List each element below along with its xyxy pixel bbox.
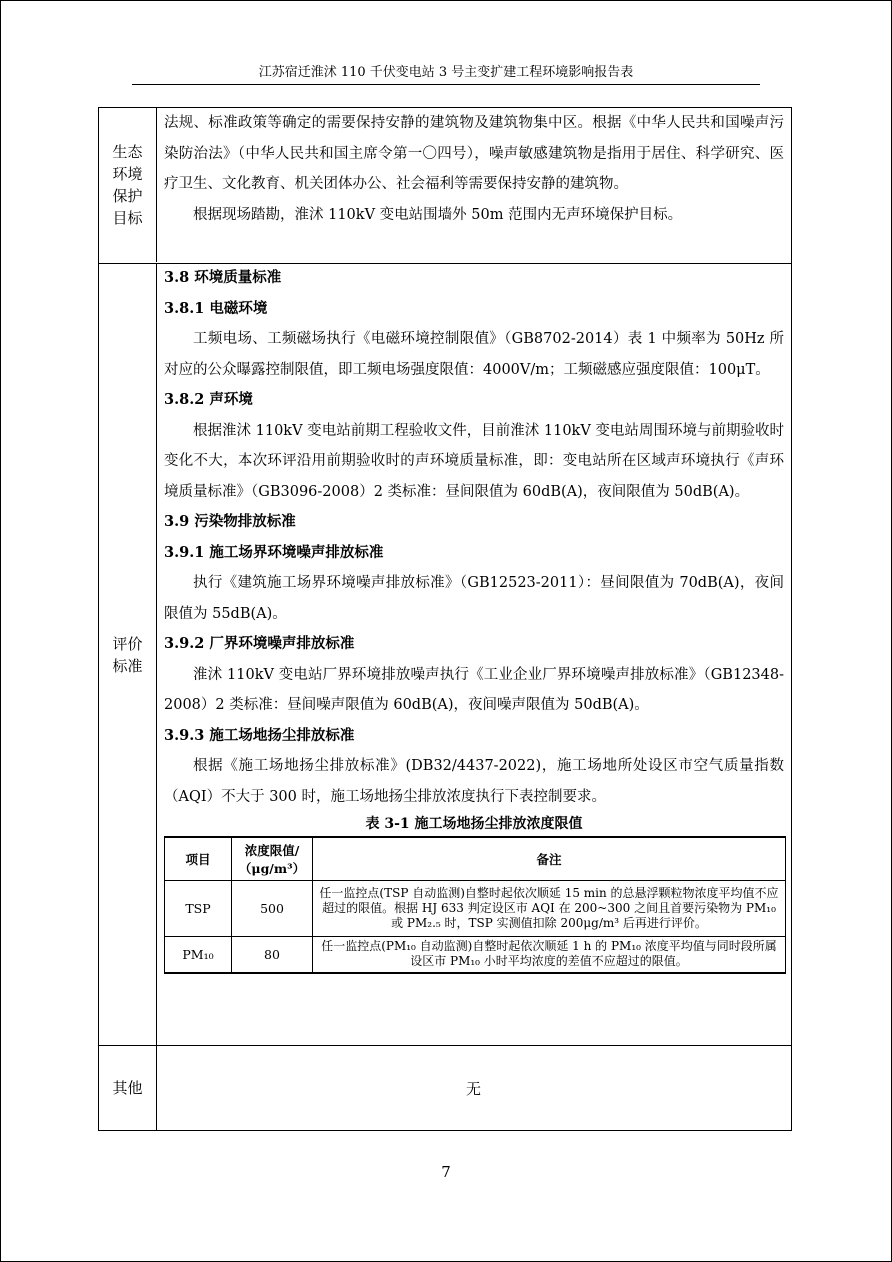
heading-3-8: 3.8 环境质量标准 bbox=[164, 269, 282, 286]
cell-item: PM₁₀ bbox=[165, 937, 232, 973]
heading-3-9: 3.9 污染物排放标准 bbox=[164, 513, 296, 530]
row-eco-protection bbox=[99, 108, 791, 262]
table-row bbox=[165, 881, 786, 937]
row-evaluation-standard bbox=[99, 263, 791, 1045]
paragraph-3-9-1: 执行《建筑施工场界环境噪声排放标准》（GB12523-2011）：昼间限值为 70dB(A)，夜间限值为 55dB(A)。 bbox=[164, 575, 784, 622]
cell-limit: 80 bbox=[232, 937, 313, 973]
heading-3-8-1: 3.8.1 电磁环境 bbox=[164, 299, 268, 317]
cell-limit: 500 bbox=[232, 881, 313, 937]
cell-note: 任一监控点(TSP 自动监测)自整时起依次顺延 15 min 的总悬浮颗粒物浓度平均值不应超过的限值。根据 HJ 633 判定设区市 AQI 在 200~300 之间且首要污染物为 PM₁₀ 或 PM₂.₅ 时，TSP 实测值扣除 200μg/m³ 后再进行评价。 bbox=[313, 881, 786, 937]
content-evaluation-standard bbox=[164, 263, 784, 974]
page-number: 7 bbox=[441, 1163, 451, 1181]
label-eco-protection: 生态 环境 保护 目标 bbox=[99, 108, 157, 262]
col-header-limit-line2: （μg/m³） bbox=[238, 861, 306, 876]
cell-item: TSP bbox=[165, 881, 232, 937]
table-header-row bbox=[165, 837, 786, 881]
eco-paragraph-1: 法规、标准政策等确定的需要保持安静的建筑物及建筑物集中区。根据《中华人民共和国噪声污染防治法》（中华人民共和国主席令第一〇四号），噪声敏感建筑物是指用于居住、科学研究、医疗卫生、文化教育、机关团体办公、社会福利等需要保持安静的建筑物。 bbox=[164, 115, 784, 192]
heading-3-8-2: 3.8.2 声环境 bbox=[164, 391, 253, 408]
table-row bbox=[165, 937, 786, 973]
label-evaluation-standard: 评价 标准 bbox=[99, 264, 157, 1045]
paragraph-3-9-3: 根据《施工场地扬尘排放标准》(DB32/4437-2022)，施工场地所处设区市空气质量指数（AQI）不大于 300 时，施工场地扬尘排放浓度执行下表控制要求。 bbox=[164, 758, 784, 805]
paragraph-3-8-1: 工频电场、工频磁场执行《电磁环境控制限值》（GB8702-2014）表 1 中频率为 50Hz 所对应的公众曝露控制限值，即工频电场强度限值：4000V/m；工频磁感应强度限值：100μT。 bbox=[164, 331, 784, 378]
col-header-note: 备注 bbox=[313, 837, 786, 881]
page-header: 江苏宿迁淮沭 110 千伏变电站 3 号主变扩建工程环境影响报告表 bbox=[132, 64, 760, 85]
heading-3-9-1: 3.9.1 施工场界环境噪声排放标准 bbox=[164, 543, 384, 561]
content-eco-protection bbox=[164, 108, 784, 230]
other-value: 无 bbox=[465, 1079, 481, 1098]
label-other: 其他 bbox=[99, 1046, 157, 1130]
eco-paragraph-2: 根据现场踏勘，淮沭 110kV 变电站围墙外 50m 范围内无声环境保护目标。 bbox=[193, 206, 683, 223]
report-table bbox=[98, 107, 792, 1131]
col-header-limit-line1: 浓度限值/ bbox=[244, 843, 300, 858]
row-other bbox=[99, 1045, 791, 1130]
heading-3-9-2: 3.9.2 厂界环境噪声排放标准 bbox=[164, 635, 355, 652]
col-header-item: 项目 bbox=[165, 837, 232, 881]
heading-3-9-3: 3.9.3 施工场地扬尘排放标准 bbox=[164, 726, 355, 744]
dust-limit-table bbox=[164, 836, 786, 974]
cell-note: 任一监控点(PM₁₀ 自动监测)自整时起依次顺延 1 h 的 PM₁₀ 浓度平均值与同时段所属设区市 PM₁₀ 小时平均浓度的差值不应超过的限值。 bbox=[313, 937, 786, 973]
col-header-limit bbox=[232, 837, 313, 881]
paragraph-3-8-2: 根据淮沭 110kV 变电站前期工程验收文件，目前淮沭 110kV 变电站周围环境与前期验收时变化不大，本次环评沿用前期验收时的声环境质量标准，即：变电站所在区域声环境执行《声环境质量标准》（GB3096-2008）2 类标准：昼间限值为 60dB(A)，夜间限值为 50dB(A)。 bbox=[164, 422, 784, 500]
table-caption: 表 3-1 施工场地扬尘排放浓度限值 bbox=[365, 816, 583, 832]
paragraph-3-9-2: 淮沭 110kV 变电站厂界环境排放噪声执行《工业企业厂界环境噪声排放标准》（GB12348-2008）2 类标准：昼间噪声限值为 60dB(A)，夜间噪声限值为 50dB(A)。 bbox=[164, 666, 784, 713]
